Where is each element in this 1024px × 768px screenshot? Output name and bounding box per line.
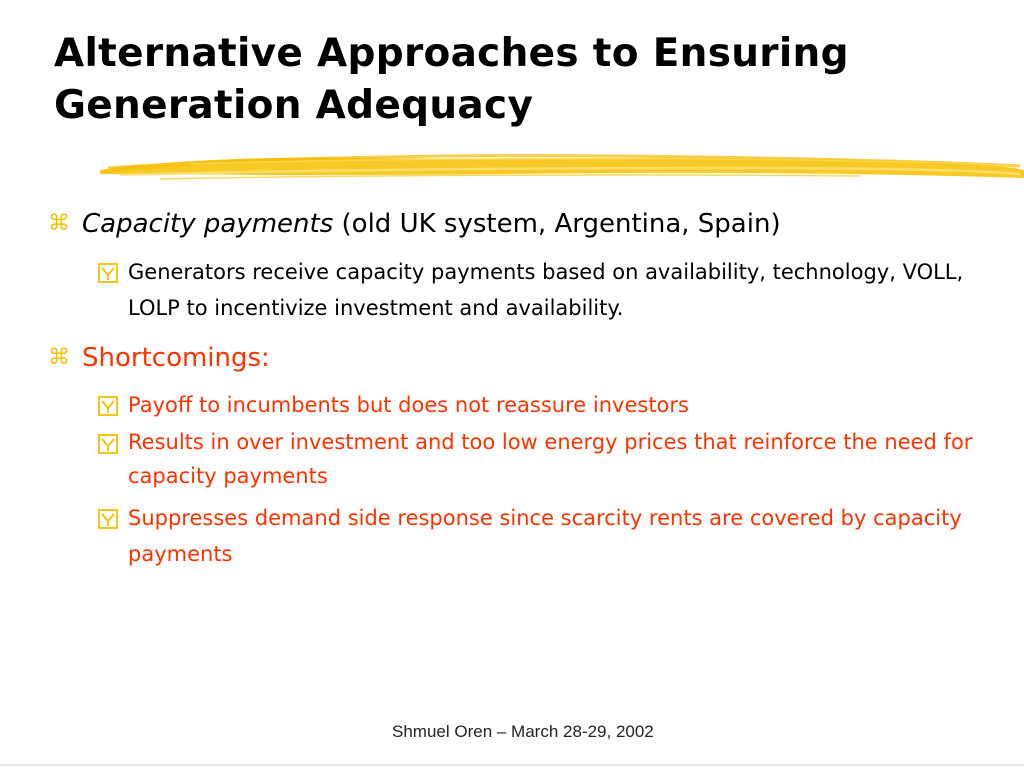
checkbox-icon <box>98 509 118 529</box>
sub-bullet-text: Generators receive capacity payments based on availability, technology, VOLL, LOLP to incentivize investment and availability. <box>128 260 964 320</box>
sub-bullet-payoff <box>98 387 978 423</box>
slide-footer: Shmuel Oren – March 28-29, 2002 <box>392 722 654 741</box>
bullet-text: Shortcomings: <box>82 343 270 373</box>
capacity-payments-italic: Capacity payments <box>82 209 334 239</box>
checkbox-icon <box>98 263 118 283</box>
title-line-2: Generation Adequacy <box>54 83 534 128</box>
command-icon: ⌘ <box>48 211 70 236</box>
sub-bullet-generators <box>98 254 978 326</box>
title-line-1: Alternative Approaches to Ensuring <box>54 31 849 76</box>
capacity-payments-detail: (old UK system, Argentina, Spain) <box>333 209 781 239</box>
checkbox-icon <box>98 396 118 416</box>
bullet-text <box>82 208 781 240</box>
sub-bullet-text: Suppresses demand side response since scarcity rents are covered by capacity payments <box>128 506 962 566</box>
sub-bullet-suppresses-demand <box>98 500 978 572</box>
sub-bullet-text: Payoff to incumbents but does not reassure investors <box>128 393 689 417</box>
sub-bullet-text: Results in over investment and too low energy prices that reinforce the need for capacity payments <box>128 430 973 488</box>
checkbox-icon <box>98 434 118 454</box>
bottom-divider <box>0 764 1024 766</box>
sub-bullet-over-investment <box>98 425 978 493</box>
command-icon: ⌘ <box>48 345 70 370</box>
